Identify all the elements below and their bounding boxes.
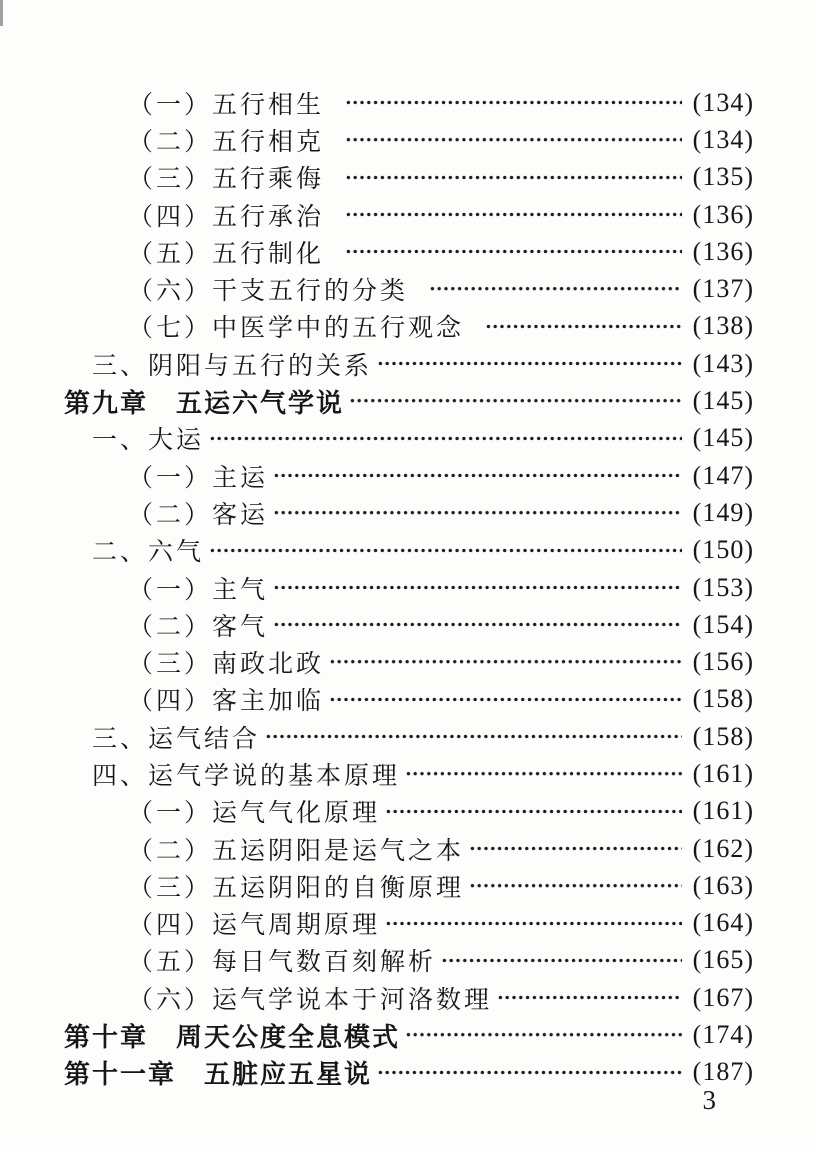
toc-entry [0, 979, 754, 1016]
dot-leader-icon [345, 233, 682, 270]
toc-entry [0, 84, 754, 121]
toc-entry-label: 第十一章 五脏应五星说 [64, 1058, 373, 1089]
dot-leader-icon [329, 681, 682, 718]
toc-entry-label: （二）客运 [128, 501, 269, 529]
toc-entry [0, 793, 754, 830]
toc-entry [0, 196, 754, 233]
toc-entry [0, 1016, 754, 1053]
dot-leader-icon [345, 84, 682, 121]
toc-list [0, 84, 754, 1091]
toc-entry-label: 二、六气 [92, 539, 205, 567]
toc-entry [0, 159, 754, 196]
toc-entry-page: (161) [692, 796, 754, 826]
dot-leader-icon [273, 606, 682, 643]
toc-entry-label: （一）主运 [128, 464, 269, 492]
toc-entry-label: 四、运气学说的基本原理 [92, 762, 401, 790]
toc-entry-label: （二）五行相克 [128, 128, 340, 156]
toc-entry [0, 121, 754, 158]
toc-entry-page: (187) [692, 1057, 754, 1087]
toc-entry-label: （一）五行相生 [128, 91, 340, 119]
toc-entry [0, 755, 754, 792]
toc-entry-page: (153) [692, 572, 754, 602]
dot-leader-icon [345, 121, 682, 158]
dot-leader-icon [273, 569, 682, 606]
dot-leader-icon [377, 345, 682, 382]
toc-entry-label: 三、运气结合 [92, 725, 261, 753]
dot-leader-icon [265, 718, 682, 755]
toc-entry-label: （五）每日气数百刻解析 [128, 949, 437, 977]
toc-entry [0, 830, 754, 867]
dot-leader-icon [349, 382, 682, 419]
toc-entry [0, 270, 754, 307]
toc-entry-page: (154) [692, 609, 754, 639]
toc-entry-label: （三）五行乘侮 [128, 166, 340, 194]
toc-entry-label: （一）运气气化原理 [128, 800, 381, 828]
toc-entry-page: (156) [692, 647, 754, 677]
toc-entry-page: (136) [692, 236, 754, 266]
toc-entry-label: 三、阴阳与五行的关系 [92, 352, 373, 380]
dot-leader-icon [497, 979, 682, 1016]
toc-entry-page: (136) [692, 199, 754, 229]
toc-entry-label: （二）五运阴阳是运气之本 [128, 837, 465, 865]
dot-leader-icon [273, 457, 682, 494]
toc-entry-page: (149) [692, 497, 754, 527]
toc-entry-page: (163) [692, 870, 754, 900]
toc-entry [0, 643, 754, 680]
toc-entry-label: 第十章 周天公度全息模式 [64, 1021, 401, 1052]
dot-leader-icon [485, 308, 682, 345]
toc-entry-page: (138) [692, 311, 754, 341]
toc-entry-page: (162) [692, 833, 754, 863]
toc-entry-label: （一）主气 [128, 576, 269, 604]
toc-entry [0, 867, 754, 904]
toc-entry-page: (150) [692, 535, 754, 565]
toc-entry [0, 569, 754, 606]
dot-leader-icon [405, 755, 682, 792]
toc-entry-page: (145) [692, 423, 754, 453]
dot-leader-icon [429, 270, 682, 307]
toc-entry-page: (145) [692, 386, 754, 416]
toc-entry [0, 308, 754, 345]
toc-entry-label: （六）运气学说本于河洛数理 [128, 986, 493, 1014]
toc-entry-label: （四）客主加临 [128, 688, 325, 716]
toc-entry-page: (164) [692, 908, 754, 938]
dot-leader-icon [209, 420, 682, 457]
toc-entry [0, 1054, 754, 1091]
toc-entry-label: （六）干支五行的分类 [128, 278, 424, 306]
toc-entry [0, 606, 754, 643]
toc-entry [0, 494, 754, 531]
dot-leader-icon [345, 196, 682, 233]
toc-entry-label: （四）五行承治 [128, 203, 340, 231]
toc-entry-label: （二）客气 [128, 613, 269, 641]
dot-leader-icon [329, 643, 682, 680]
toc-entry [0, 420, 754, 457]
toc-entry [0, 718, 754, 755]
toc-entry-page: (147) [692, 460, 754, 490]
dot-leader-icon [345, 159, 682, 196]
toc-entry [0, 942, 754, 979]
toc-entry-label: （三）南政北政 [128, 651, 325, 679]
dot-leader-icon [385, 793, 682, 830]
dot-leader-icon [377, 1054, 682, 1091]
toc-entry [0, 532, 754, 569]
toc-entry-page: (161) [692, 758, 754, 788]
toc-entry-label: （三）五运阴阳的自衡原理 [128, 874, 465, 902]
dot-leader-icon [209, 532, 682, 569]
dot-leader-icon [469, 867, 682, 904]
toc-entry-label: （七）中医学中的五行观念 [128, 315, 480, 343]
dot-leader-icon [405, 1016, 682, 1053]
toc-entry-label: 一、大运 [92, 427, 205, 455]
toc-entry-page: (158) [692, 684, 754, 714]
dot-leader-icon [273, 494, 682, 531]
toc-entry-label: （五）五行制化 [128, 240, 340, 268]
toc-entry-page: (165) [692, 945, 754, 975]
toc-entry [0, 382, 754, 419]
toc-entry-page: (158) [692, 721, 754, 751]
toc-entry [0, 457, 754, 494]
dot-leader-icon [441, 942, 682, 979]
toc-entry-page: (143) [692, 348, 754, 378]
toc-entry-page: (167) [692, 982, 754, 1012]
toc-entry-page: (135) [692, 162, 754, 192]
toc-entry-label: （四）运气周期原理 [128, 912, 381, 940]
toc-entry-page: (134) [692, 124, 754, 154]
toc-entry [0, 905, 754, 942]
dot-leader-icon [385, 905, 682, 942]
toc-entry-label: 第九章 五运六气学说 [64, 387, 345, 418]
toc-entry-page: (134) [692, 87, 754, 117]
toc-entry [0, 681, 754, 718]
toc-entry [0, 345, 754, 382]
toc-entry-page: (137) [692, 274, 754, 304]
dot-leader-icon [469, 830, 682, 867]
toc-entry-page: (174) [692, 1020, 754, 1050]
toc-entry [0, 233, 754, 270]
page-number: 3 [702, 1085, 716, 1115]
scan-edge-artifact [0, 0, 3, 26]
